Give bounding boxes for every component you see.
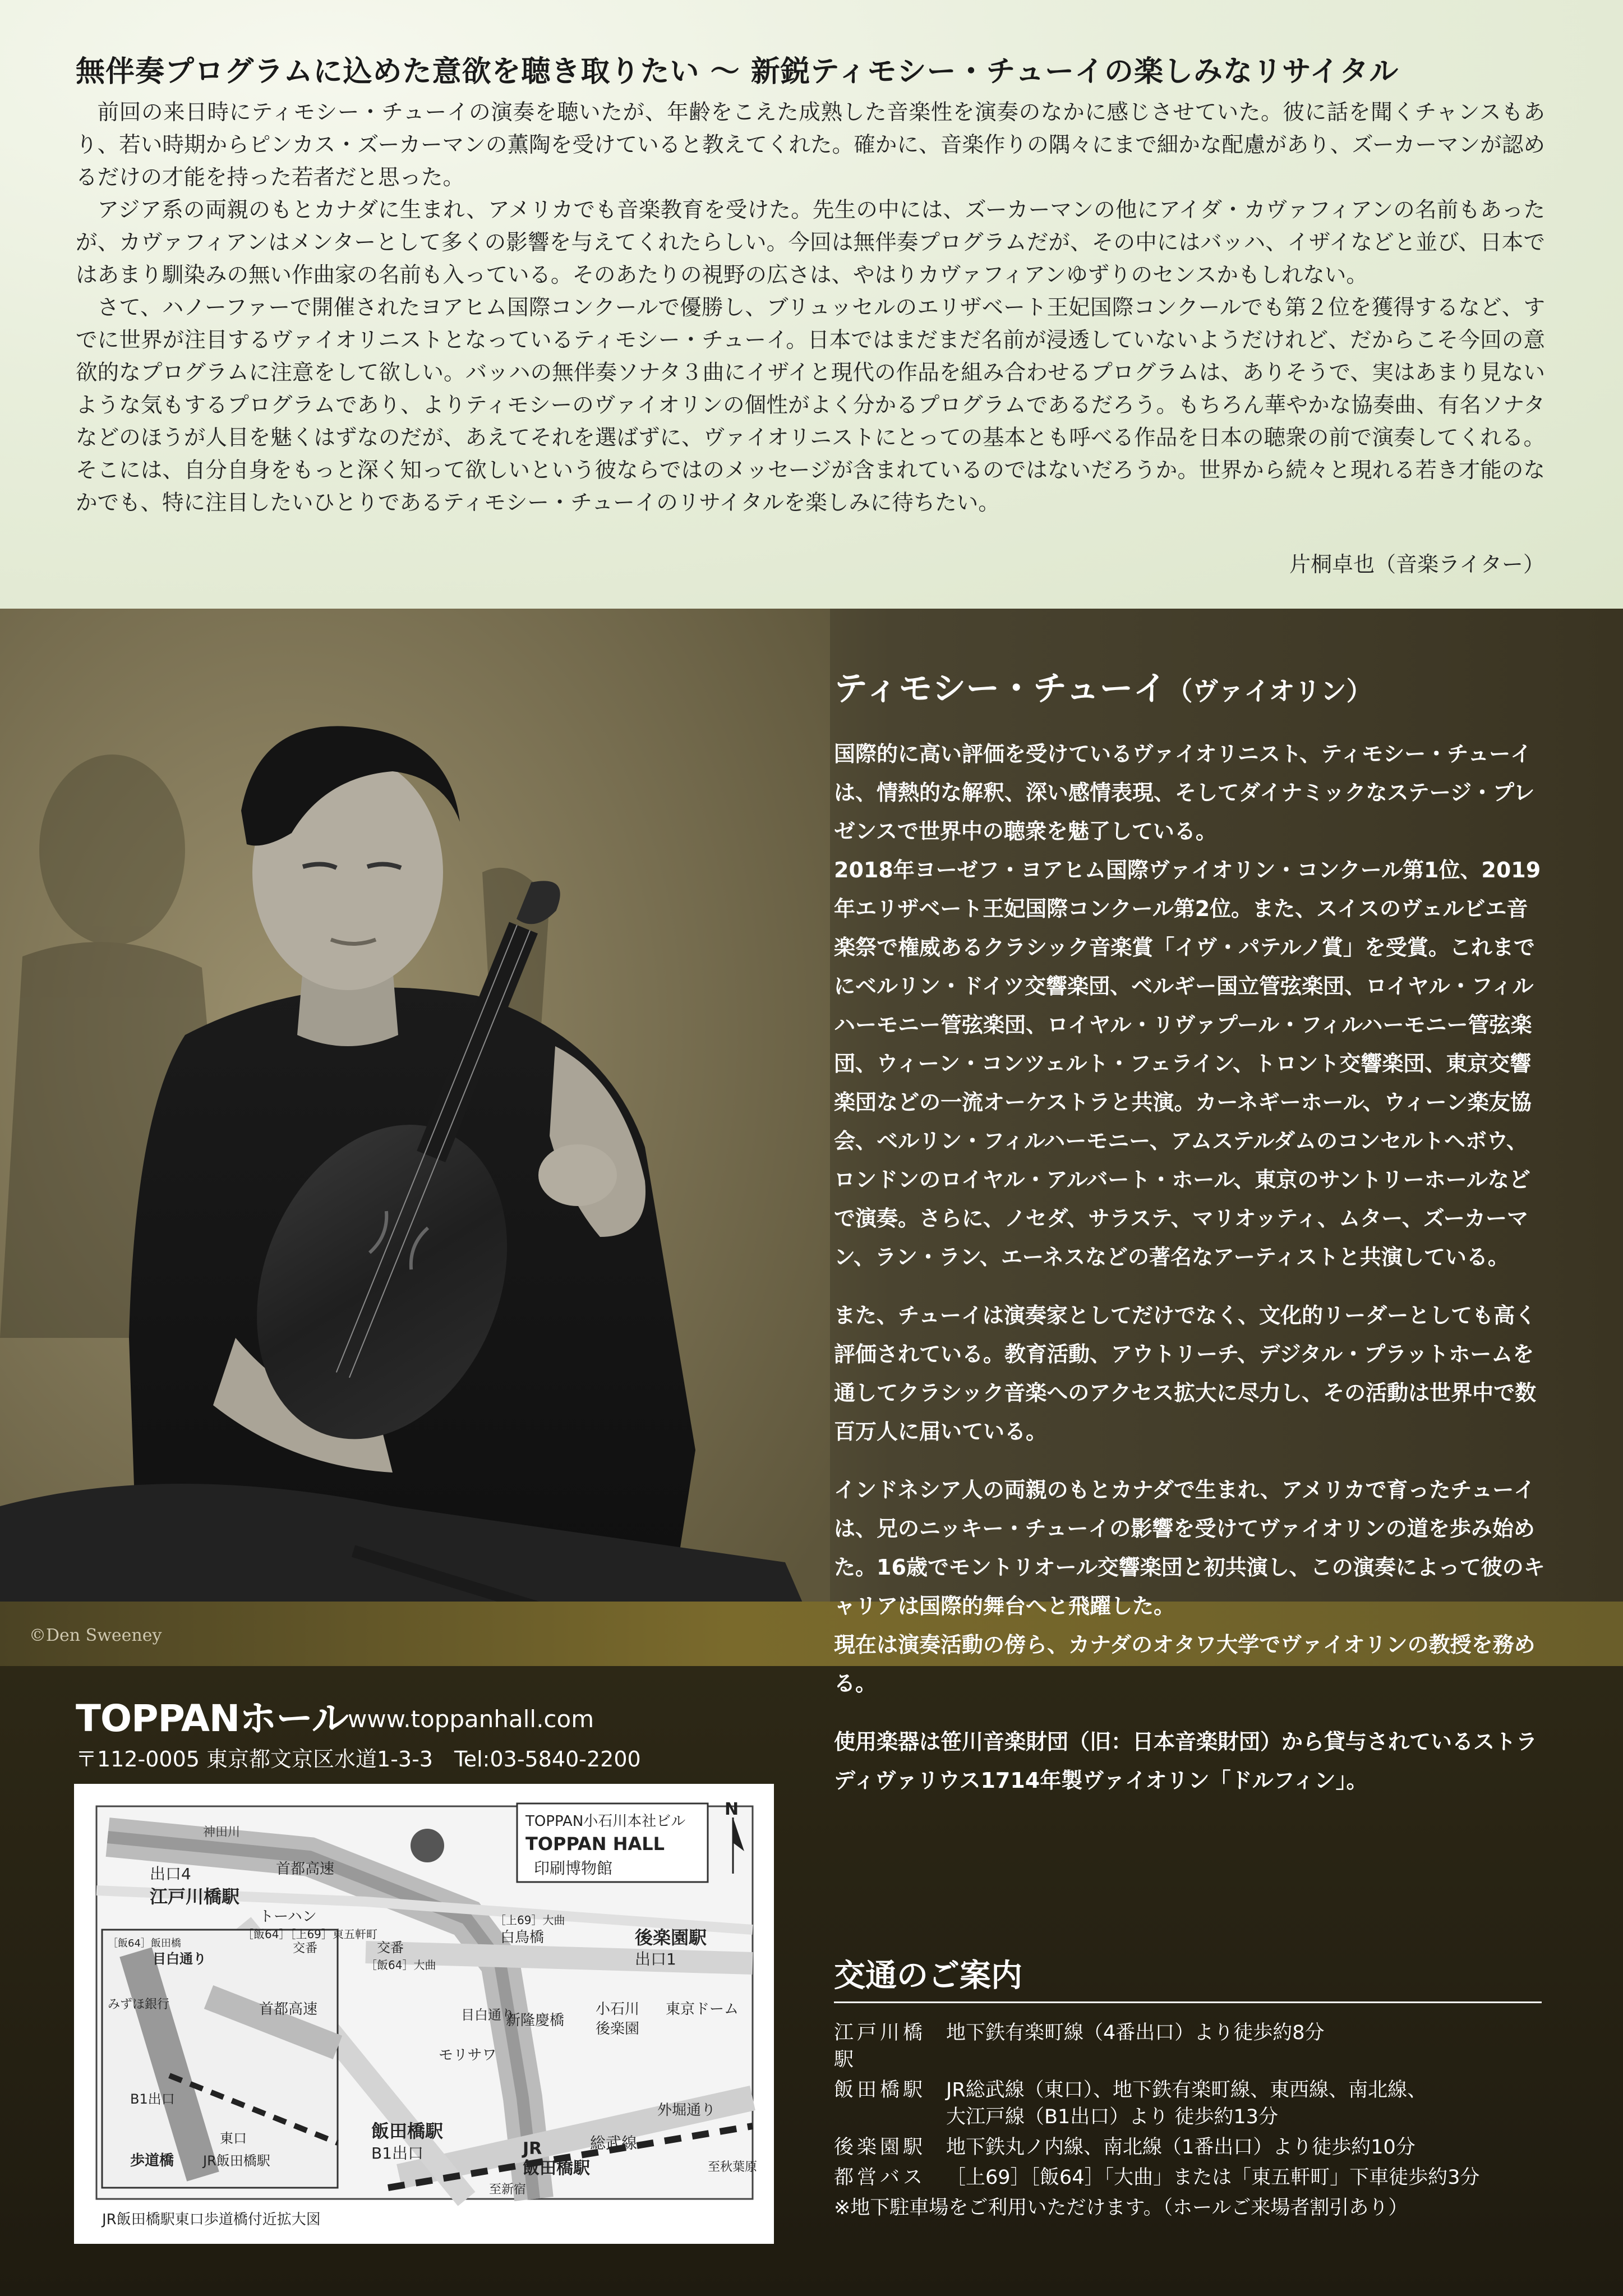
access-detail: 地下鉄丸ノ内線、南北線（1番出口）より徒歩約10分 xyxy=(946,2136,1415,2159)
article-body xyxy=(76,96,1545,519)
bio-paragraph: 使用楽器は笹川音楽財団（旧：日本音楽財団）から貸与されているストラディヴァリウス1714年製ヴァイオリン「ドルフィン」。 xyxy=(834,1729,1538,1793)
north-icon: N xyxy=(725,1800,739,1819)
access-station: 都営バス xyxy=(834,2166,926,2189)
article-byline: 片桐卓也（音楽ライター） xyxy=(1289,552,1544,577)
map-label: TOPPAN HALL xyxy=(525,1833,665,1855)
access-list xyxy=(834,2019,1563,2221)
article-title: 無伴奏プログラムに込めた意欲を聴き取りたい 〜 新鋭ティモシー・チューイの楽しみなリサイタル xyxy=(76,55,1399,89)
access-row xyxy=(834,2134,1563,2161)
map-label: 印刷博物館 xyxy=(534,1859,613,1878)
access-station: 江戸川橋駅 xyxy=(834,2022,926,2071)
map-label: 目白通り xyxy=(461,2007,515,2023)
map-label: 至新宿 xyxy=(489,2183,527,2197)
map-label: 出口4 xyxy=(150,1865,191,1883)
map-label: 東口 xyxy=(220,2131,247,2146)
access-row xyxy=(834,2077,1563,2131)
map-label: 新隆慶橋 xyxy=(506,2012,565,2029)
map-label: ［飯64］飯田橋 xyxy=(108,1938,181,1949)
article-paragraph: 前回の来日時にティモシー・チューイの演奏を聴いたが、年齢をこえた成熟した音楽性を演奏のなかに感じさせていた。彼に話を聞くチャンスもあり、若い時期からピンカス・ズーカーマンの薫陶を受けていると教えてくれた。確かに、音楽作りの隅々にまで細かな配慮があり、ズーカーマンが認めるだけの才能を持った若者だと思った。 xyxy=(76,100,1545,190)
article-paragraph: アジア系の両親のもとカナダに生まれ、アメリカでも音楽教育を受けた。先生の中には、ズーカーマンの他にアイダ・カヴァフィアンの名前もあったが、カヴァフィアンはメンターとして多くの影響を与えてくれたらしい。今回は無伴奏プログラムだが、その中にはバッハ、イザイなどと並び、日本ではあまり馴染みの無い作曲家の名前も入っている。そのあたりの視野の広さは、やはりカヴァフィアンゆずりのセンスかもしれない。 xyxy=(76,197,1545,288)
access-station: 後楽園駅 xyxy=(834,2136,926,2159)
map-label: 小石川 xyxy=(596,2001,640,2018)
map-label: 神田川 xyxy=(203,1825,241,1839)
map-label: 目白通り xyxy=(153,1951,206,1967)
access-title: 交通のご案内 xyxy=(834,1958,1022,1994)
access-row xyxy=(834,2019,1563,2073)
article-paragraph: さて、ハノーファーで開催されたヨアヒム国際コンクールで優勝し、ブリュッセルのエリザベート王妃国際コンクールでも第２位を獲得するなど、すでに世界が注目するヴァイオリニストとなっているティモシー・チューイ。日本ではまだまだ名前が浸透していないようだけれど、だからこそ今回の意欲的なプログラムに注意をして欲しい。バッハの無伴奏ソナタ３曲にイザイと現代の作品を組み合わせるプログラムは、ありそうで、実はあまり見ないような気もするプログラムであり、よりティモシーのヴァイオリンの個性がよく分かるプログラムであるだろう。もちろん華やかな協奏曲、有名ソナタなどのほうが人目を魅くはずなのだが、あえてそれを選ばずに、ヴァイオリニストにとっての基本とも呼べる作品を日本の聴衆の前で演奏してくれる。そこには、自分自身をもっと深く知って欲しいという彼ならではのメッセージが含まれているのではないだろうか。世界から続々と現れる若き才能のなかでも、特に注目したいひとりであるティモシー・チューイのリサイタルを楽しみに待ちたい。 xyxy=(76,295,1545,516)
map-label: 後楽園 xyxy=(596,2021,640,2037)
map-label: 交番 xyxy=(293,1941,318,1955)
bio-paragraph: 国際的に高い評価を受けているヴァイオリニスト、ティモシー・チューイは、情熱的な解釈、深い感情表現、そしてダイナミックなステージ・プレゼンスで世界中の聴衆を魅了している。 2018年ヨーゼフ・ヨアヒム国際ヴァイオリン・コンクール第1位、2019年エリザベート王妃国際コンクール第2位。また、スイスのヴェルビエ音楽祭で権威あるクラシック音楽賞「イヴ・パテルノ賞」を受賞。これまでにベルリン・ドイツ交響楽団、ベルギー国立管弦楽団、ロイヤル・フィルハーモニー管弦楽団、ロイヤル・リヴァプール・フィルハーモニー管弦楽団、ウィーン・コンツェルト・フェライン、トロント交響楽団、東京交響楽団などの一流オーケストラと共演。カーネギーホール、ウィーン楽友協会、ベルリン・フィルハーモニー、アムステルダムのコンセルトヘボウ、ロンドンのロイヤル・アルバート・ホール、東京のサントリーホールなどで演奏。さらに、ノセダ、サラステ、マリオッティ、ムター、ズーカーマン、ラン・ラン、エーネスなどの著名なアーティストと共演している。 xyxy=(834,742,1541,1269)
access-divider xyxy=(834,2001,1542,2003)
venue-address: 〒112-0005 東京都文京区水道1-3-3 Tel:03-5840-2200 xyxy=(76,1747,641,1772)
access-detail: JR総武線（東口）、地下鉄有楽町線、東西線、南北線、 大江戸線（B1出口）より 徒歩約13分 xyxy=(946,2079,1427,2128)
map-label: ［飯64］［上69］東五軒町 xyxy=(242,1927,377,1941)
venue-name: TOPPANホール xyxy=(76,1697,348,1740)
map-label: 後楽園駅 xyxy=(635,1927,707,1948)
map-caption: JR飯田橋駅東口歩道橋付近拡大図 xyxy=(102,2211,321,2228)
map-label: みずほ銀行 xyxy=(108,1998,170,2012)
access-map xyxy=(74,1784,774,2244)
map-label: ［飯64］大曲 xyxy=(366,1958,436,1972)
venue-url[interactable]: www.toppanhall.com xyxy=(348,1705,594,1733)
artist-role: （ヴァイオリン） xyxy=(1166,676,1372,706)
access-detail: ［上69］［飯64］「大曲」または「東五軒町」下車徒歩約3分 xyxy=(946,2166,1480,2189)
map-label: 首都高速 xyxy=(259,2001,318,2018)
artist-heading xyxy=(834,662,1372,710)
map-label: 外堀通り xyxy=(657,2102,716,2119)
access-row xyxy=(834,2164,1563,2191)
map-label: 交番 xyxy=(377,1940,404,1955)
map-label: 飯田橋駅 xyxy=(523,2159,590,2178)
map-label: TOPPAN小石川本社ビル xyxy=(525,1813,686,1830)
map-label: JR xyxy=(523,2139,542,2159)
access-note: ※地下駐車場をご利用いただけます。（ホールご来場者割引あり） xyxy=(834,2197,1408,2219)
map-label: B1出口 xyxy=(130,2091,175,2107)
map-label: モリサワ xyxy=(439,2047,497,2064)
map-label: 東京ドーム xyxy=(666,2001,739,2018)
bio-paragraph: インドネシア人の両親のもとカナダで生まれ、アメリカで育ったチューイは、兄のニッキー・チューイの影響を受けてヴァイオリンの道を歩み始めた。16歳でモントリオール交響楽団と初共演し、この演奏によって彼のキャリアは国際的舞台へと飛躍した。 現在は演奏活動の傍ら、カナダのオタワ大学でヴァイオリンの教授を務める。 xyxy=(834,1478,1545,1696)
map-label: トーハン xyxy=(259,1908,317,1925)
access-station: 飯田橋駅 xyxy=(834,2079,926,2101)
artist-name: ティモシー・チューイ xyxy=(834,669,1167,708)
map-label: JR飯田橋駅 xyxy=(203,2153,270,2169)
map-label: 飯田橋駅 xyxy=(371,2120,444,2142)
map-label: 総武線 xyxy=(590,2134,638,2152)
bio-paragraph: また、チューイは演奏家としてだけでなく、文化的リーダーとしても高く評価されている。教育活動、アウトリーチ、デジタル・プラットホームを通してクラシック音楽へのアクセス拡大に尽力し、その活動は世界中で数百万人に届いている。 xyxy=(834,1303,1537,1444)
map-label: 歩道橋 xyxy=(130,2152,174,2169)
map-label: 白鳥橋 xyxy=(500,1929,545,1946)
map-label: 江戸川橋駅 xyxy=(150,1886,240,1907)
violinist-photo xyxy=(0,609,830,1666)
map-label: ［上69］大曲 xyxy=(495,1913,565,1927)
artist-bio xyxy=(834,735,1546,1820)
map-label: 出口1 xyxy=(635,1950,676,1968)
map-label: 首都高速 xyxy=(276,1861,335,1878)
map-label: 至秋葉原 xyxy=(708,2160,758,2174)
map-label: B1出口 xyxy=(371,2144,424,2162)
access-detail: 地下鉄有楽町線（4番出口）より徒歩約8分 xyxy=(946,2022,1325,2044)
photo-credit: ©Den Sweeney xyxy=(29,1626,162,1645)
